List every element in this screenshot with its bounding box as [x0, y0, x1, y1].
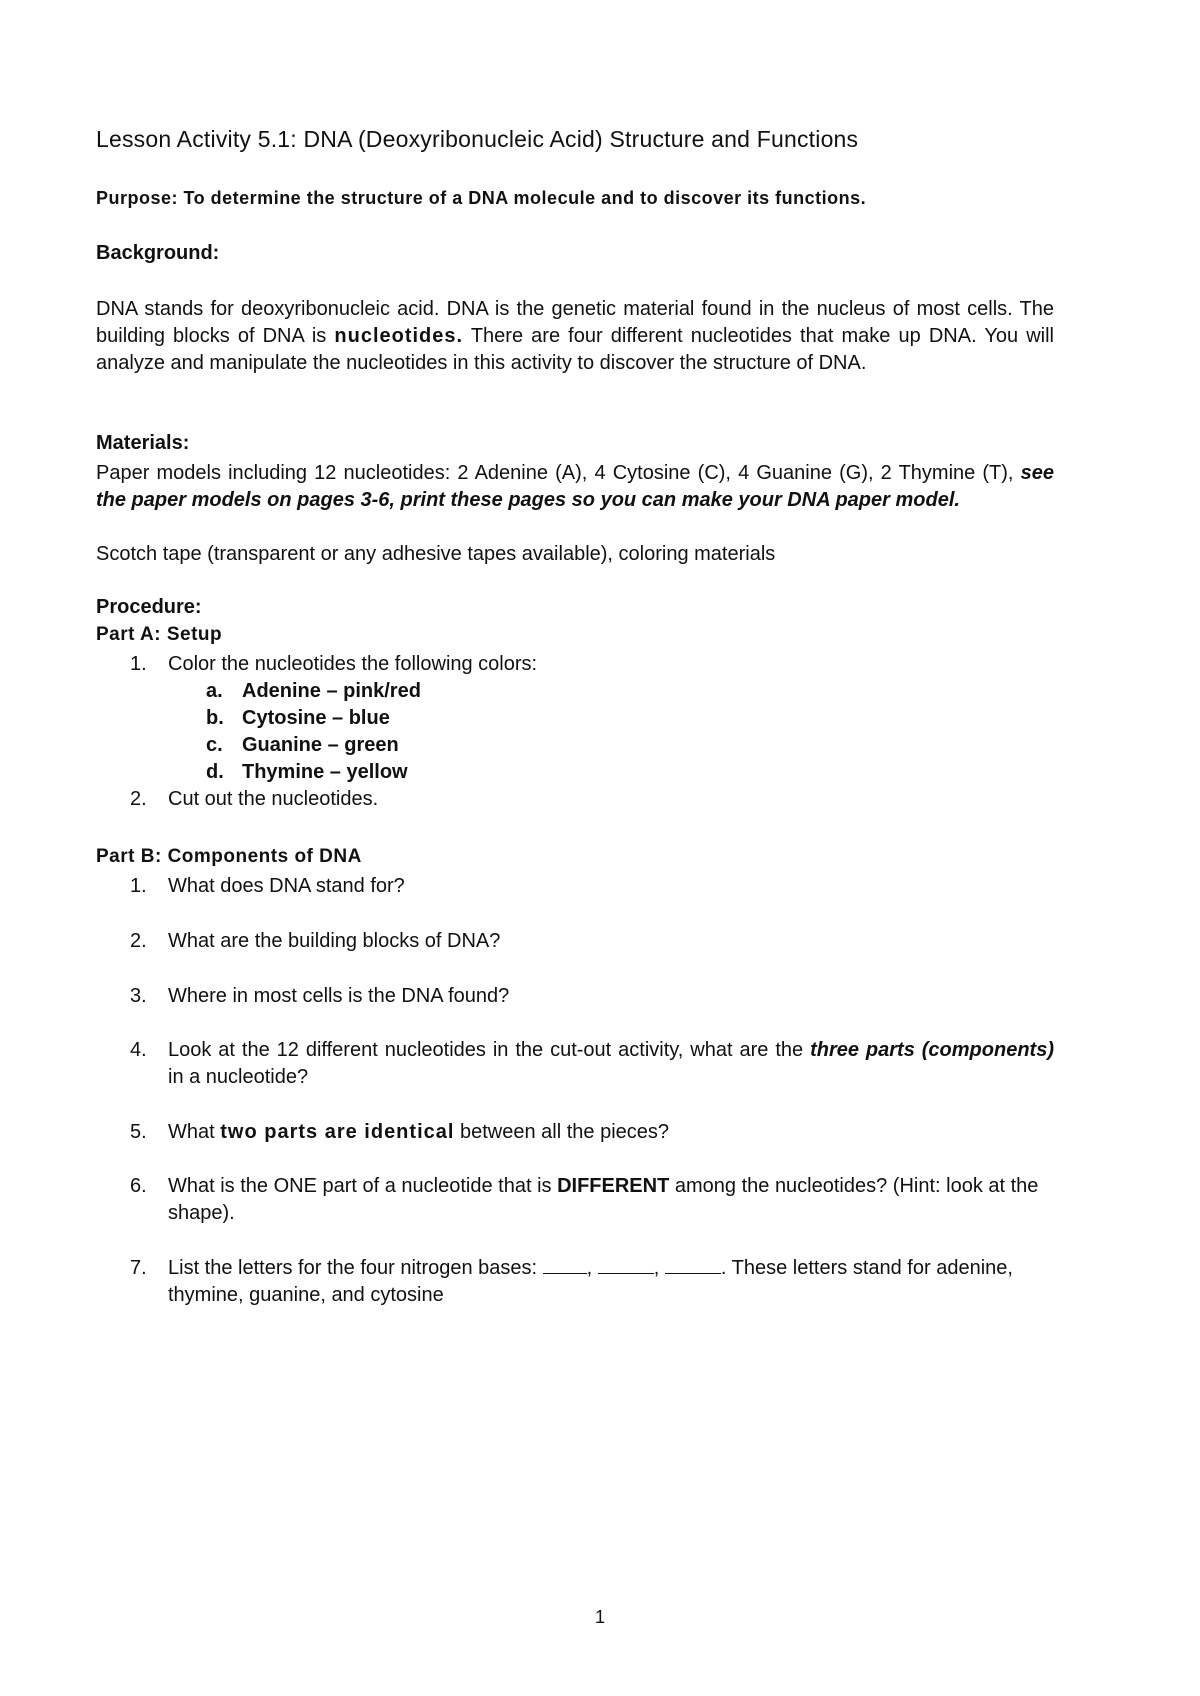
question-text-end: . These letters stand for adenine, thymine, guanine, and cytosine: [168, 1257, 1013, 1306]
question-3: [96, 983, 1054, 1010]
materials-heading: Materials:: [96, 432, 190, 454]
step-text: Cut out the nucleotides.: [168, 788, 379, 810]
question-text: What is the ONE part of a nucleotide that is: [168, 1175, 558, 1197]
list-item: [96, 786, 1054, 813]
document-page: [96, 0, 1054, 1696]
question-4: [96, 1037, 1054, 1091]
procedure-heading: Procedure:: [96, 596, 202, 618]
question-2: [96, 928, 1054, 955]
color-text: Cytosine – blue: [242, 707, 390, 729]
question-number: 4.: [130, 1039, 147, 1061]
question-emphasis: two parts are identical: [220, 1121, 455, 1143]
part-a-list: [96, 651, 1054, 813]
background-text: DNA stands for deoxyribonucleic acid. DNA is the genetic material found in the nucleus of most cells. The building blocks of DNA is: [96, 298, 1054, 347]
color-letter: a.: [206, 680, 223, 702]
answer-blank[interactable]: [543, 1255, 587, 1274]
question-number: 5.: [130, 1121, 147, 1143]
question-7: [96, 1255, 1054, 1309]
color-text: Adenine – pink/red: [242, 680, 421, 702]
purpose-statement: Purpose: To determine the structure of a DNA molecule and to discover its functions.: [96, 188, 867, 208]
color-item-thymine: [96, 759, 1054, 786]
blank-separator: ,: [586, 1257, 598, 1279]
color-item-adenine: [96, 678, 1054, 705]
question-emphasis: three parts (components): [810, 1039, 1054, 1061]
question-number: 1.: [130, 875, 147, 897]
step-text: Color the nucleotides the following colors:: [168, 653, 538, 675]
color-letter: d.: [206, 761, 224, 783]
question-1: [96, 873, 1054, 900]
part-b-heading: Part B: Components of DNA: [96, 846, 362, 867]
question-number: 7.: [130, 1257, 147, 1279]
question-text-end: among the nucleotides? (Hint: look at the shape).: [168, 1175, 1039, 1224]
question-5: [96, 1119, 1054, 1146]
background-paragraph: [96, 296, 1054, 377]
question-number: 2.: [130, 930, 147, 952]
list-item: [96, 651, 1054, 678]
color-letter: b.: [206, 707, 224, 729]
question-text: What does DNA stand for?: [168, 875, 405, 897]
question-number: 6.: [130, 1175, 147, 1197]
color-item-cytosine: [96, 705, 1054, 732]
nucleotides-term: nucleotides.: [334, 325, 464, 347]
step-number: 1.: [130, 653, 147, 675]
question-text: What are the building blocks of DNA?: [168, 930, 501, 952]
materials-supplies: Scotch tape (transparent or any adhesive tapes available), coloring materials: [96, 543, 776, 565]
step-number: 2.: [130, 788, 147, 810]
question-text: Where in most cells is the DNA found?: [168, 985, 510, 1007]
materials-text: Paper models including 12 nucleotides: 2 Adenine (A), 4 Cytosine (C), 4 Guanine (G), 2 Thymine (T),: [96, 462, 1021, 484]
background-heading: Background:: [96, 242, 220, 264]
answer-blank[interactable]: [598, 1255, 654, 1274]
part-a-heading: Part A: Setup: [96, 624, 223, 645]
color-item-guanine: [96, 732, 1054, 759]
color-text: Guanine – green: [242, 734, 399, 756]
page-title: Lesson Activity 5.1: DNA (Deoxyribonucleic Acid) Structure and Functions: [96, 126, 859, 152]
color-letter: c.: [206, 734, 223, 756]
question-emphasis: DIFFERENT: [557, 1175, 670, 1197]
question-text: Look at the 12 different nucleotides in the cut-out activity, what are the: [168, 1039, 811, 1061]
question-number: 3.: [130, 985, 147, 1007]
color-text: Thymine – yellow: [242, 761, 408, 783]
question-text-end: in a nucleotide?: [168, 1066, 309, 1088]
answer-blank[interactable]: [665, 1255, 721, 1274]
question-6: [96, 1173, 1054, 1227]
materials-paragraph: [96, 460, 1054, 514]
background-text-end: There are four different nucleotides that make up DNA. You will analyze and manipulate the nucleotides in this activity to discover the structure of DNA.: [96, 325, 1054, 374]
blank-separator: ,: [653, 1257, 665, 1279]
materials-note: see the paper models on pages 3-6, print these pages so you can make your DNA paper model.: [96, 462, 1054, 511]
question-text: What: [168, 1121, 221, 1143]
page-number: 1: [594, 1607, 605, 1627]
question-text: List the letters for the four nitrogen bases:: [168, 1257, 543, 1279]
question-text-end: between all the pieces?: [454, 1121, 670, 1143]
